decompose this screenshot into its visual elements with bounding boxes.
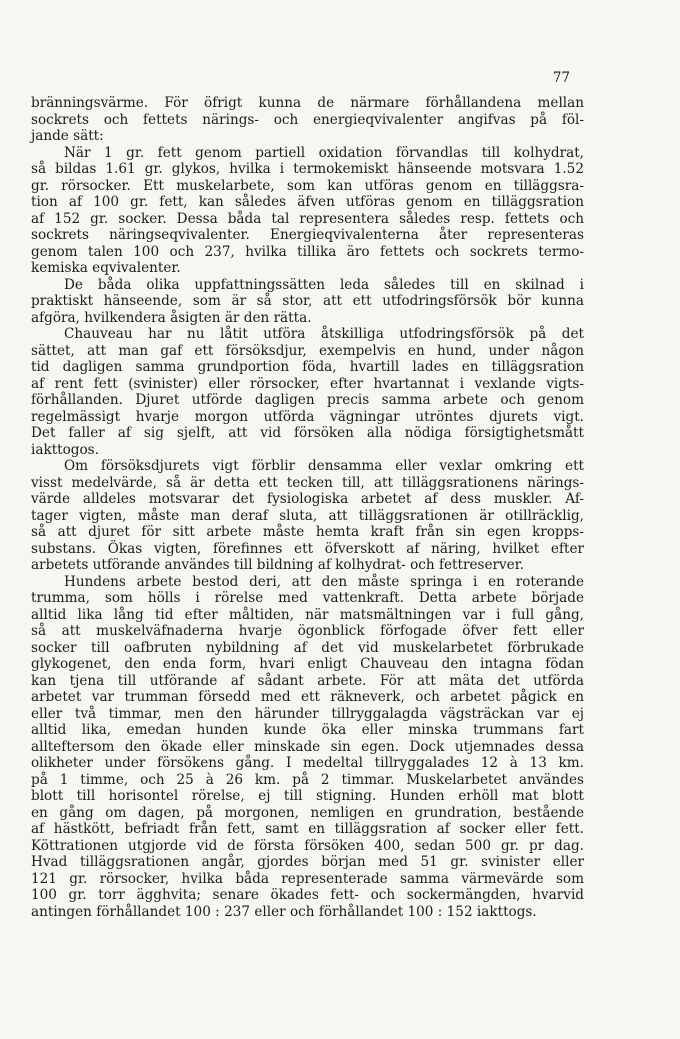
text-line: af rent fett (svinister) eller rörsocker, efter hvartannat i vexlande vigts- (31, 375, 584, 392)
text-line: arbetet var trumman försedd med ett räkneverk, och arbetet pågick en (31, 689, 584, 705)
text-line: tion af 100 gr. fett, kan således äfven utföras genom en tilläggsration (31, 194, 584, 210)
text-line: tager vigten, måste man deraf sluta, att tilläggsrationen är otillräcklig, (31, 507, 584, 524)
paragraph (31, 574, 584, 921)
text-line: sättet, att man gaf ett försöksdjur, exempelvis en hund, under någon (31, 342, 584, 359)
text-line: af 152 gr. socker. Dessa båda tal representera således resp. fettets och (31, 210, 584, 227)
text-line: kemiska eqvivalenter. (31, 260, 181, 276)
page-number: 77 (552, 70, 570, 86)
paragraph (31, 145, 584, 277)
text-line: tid dagligen samma grundportion föda, hvartill lades en tilläggsration (31, 359, 584, 375)
paragraph (31, 95, 584, 145)
text-line: af hästkött, befriadt från fett, samt en tilläggsration af socker eller fett. (31, 821, 584, 837)
text-line: alltid lika, emedan hunden kunde öka eller minska trummans fart (31, 722, 584, 738)
text-line: De båda olika uppfattningssätten leda således till en skilnad i (64, 276, 584, 293)
text-line: värde alldeles motsvarar det fysiologiska arbetet af dess muskler. Af- (31, 491, 584, 507)
text-line: bränningsvärme. För öfrigt kunna de närmare förhållandena mellan (31, 95, 584, 111)
text-line: olikheter under försökens gång. I medeltal tillryggalades 12 à 13 km. (31, 755, 584, 771)
text-line: visst medelvärde, så är detta ett tecken till, att tilläggsrationens närings- (31, 474, 584, 491)
text-line: iakttogos. (31, 441, 99, 458)
text-line: socker till oafbruten nybildning af det vid muskelarbetet förbrukade (31, 639, 584, 656)
text-line: genom talen 100 och 237, hvilka tillika äro fettets och sockrets termo- (31, 243, 584, 260)
text-line: Det faller af sig sjelft, att vid försöken alla nödiga försigtighetsmått (31, 425, 584, 441)
body-text (31, 95, 584, 920)
text-line: regelmässigt hvarje morgon utförda vägningar utröntes djurets vigt. (31, 408, 584, 425)
text-line: gr. rörsocker. Ett muskelarbete, som kan utföras genom en tilläggsra- (31, 177, 584, 194)
text-line: 121 gr. rörsocker, hvilka båda representerade samma värmevärde som (31, 870, 584, 887)
text-line: Chauveau har nu låtit utföra åtskilliga utfodringsförsök på det (64, 326, 584, 342)
paragraph (31, 326, 584, 458)
text-line: Köttrationen utgjorde vid de första försöken 400, sedan 500 gr. pr dag. (31, 837, 584, 854)
text-line: praktiskt hänseende, som är så stor, att ett utfodringsförsök bör kunna (31, 293, 584, 309)
text-line: Hundens arbete bestod deri, att den måste springa i en roterande (64, 573, 584, 590)
text-line: jande sätt: (31, 128, 104, 144)
text-line: sockrets och fettets närings- och energieqvivalenter angifvas på föl- (31, 111, 584, 128)
text-line: arbetets utförande användes till bildning af kolhydrat- och fettreserver. (31, 557, 525, 573)
text-line: substans. Ökas vigten, förefinnes ett öfverskott af näring, hvilket efter (31, 540, 584, 557)
text-line: så bildas 1.61 gr. glykos, hvilka i termokemiskt hänseende motsvara 1.52 (31, 161, 584, 177)
text-line: När 1 gr. fett genom partiell oxidation förvandlas till kolhydrat, (64, 144, 584, 161)
text-line: på 1 timme, och 25 à 26 km. på 2 timmar. Muskelarbetet användes (31, 771, 584, 788)
text-line: sockrets näringseqvivalenter. Energieqvivalenterna åter representeras (31, 227, 584, 243)
text-line: Hvad tilläggsrationen angår, gjordes början med 51 gr. svinister eller (31, 854, 584, 870)
text-line: förhållanden. Djuret utförde dagligen precis samma arbete och genom (31, 392, 584, 408)
text-line: allteftersom den ökade eller minskade sin egen. Dock utjemnades dessa (31, 738, 584, 755)
text-line: kan tjena till utförande af sådant arbete. För att mäta det utförda (31, 672, 584, 689)
text-line: Om försöksdjurets vigt förblir densamma eller vexlar omkring ett (64, 458, 584, 474)
paragraph (31, 277, 584, 327)
text-line: afgöra, hvilkendera åsigten är den rätta. (31, 309, 312, 326)
text-line: alltid lika lång tid efter måltiden, när matsmältningen var i full gång, (31, 606, 584, 623)
text-line: 100 gr. torr ägghvita; senare ökades fett- och sockermängden, hvarvid (31, 887, 584, 903)
paragraph (31, 458, 584, 574)
text-line: en gång om dagen, på morgonen, nemligen en grundration, bestående (31, 804, 584, 821)
text-line: blott till horisontel rörelse, ej till stigning. Hunden erhöll mat blott (31, 788, 584, 804)
text-line: antingen förhållandet 100 : 237 eller och förhållandet 100 : 152 iakttogs. (31, 903, 537, 920)
text-line: glykogenet, den enda form, hvari enligt Chauveau den intagna födan (31, 656, 584, 672)
text-line: eller två timmar, men den härunder tillryggalagda vägsträckan var ej (31, 705, 584, 722)
text-line: trumma, som hölls i rörelse med vattenkraft. Detta arbete började (31, 590, 584, 606)
text-line: så att djuret för sitt arbete måste hemta kraft från sin egen kropps- (31, 524, 584, 540)
text-line: så att muskelväfnaderna hvarje ögonblick förfogade öfver fett eller (31, 623, 584, 639)
